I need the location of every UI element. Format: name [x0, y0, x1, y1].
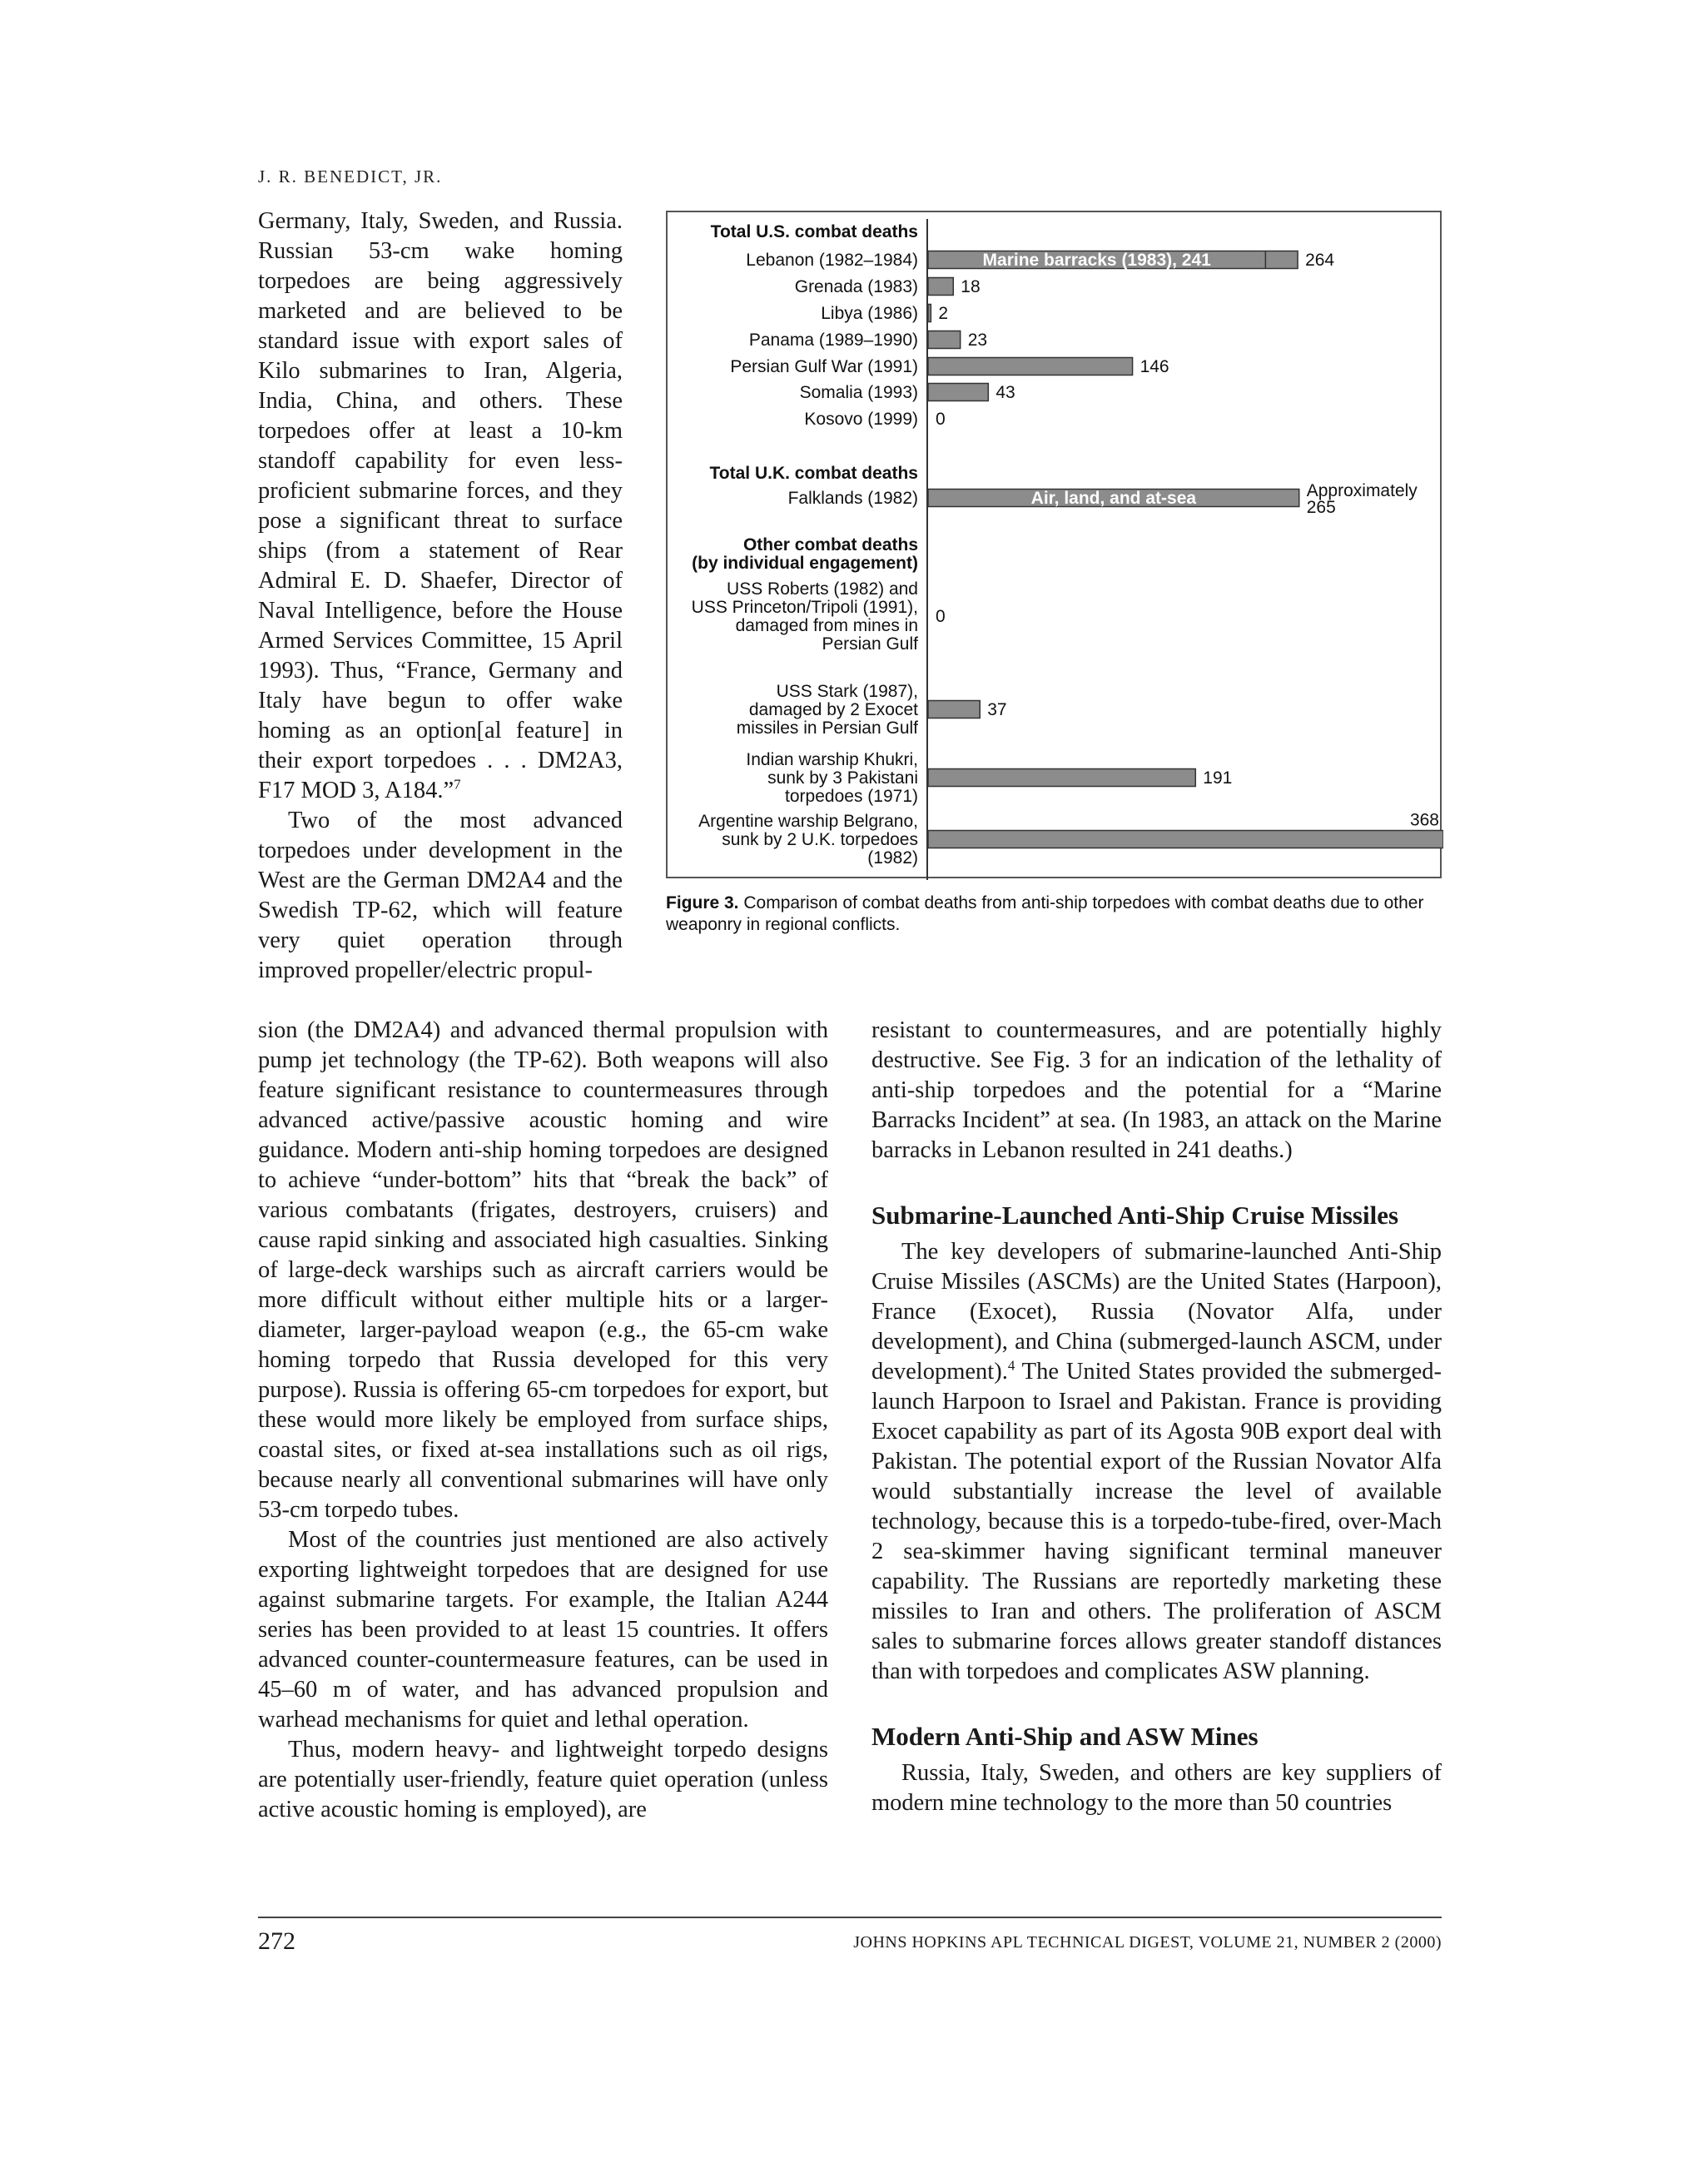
category-label: sunk by 3 Pakistani — [767, 768, 918, 788]
category-label: Grenada (1983) — [794, 277, 918, 296]
value-label: 43 — [996, 383, 1015, 402]
group-heading: Total U.S. combat deaths — [710, 222, 918, 241]
category-label: USS Princeton/Tripoli (1991), — [691, 598, 918, 617]
group-heading: (by individual engagement) — [692, 554, 918, 573]
category-label: Panama (1989–1990) — [748, 331, 918, 350]
paragraph: The key developers of submarine-launched Anti-Ship Cruise Missiles (ASCMs) are the United States (Harpoon), France (Exocet), Russia (Novator Alfa, under development), and China (submerged-launch ASCM, under development).$^4$ The United States provided the submerged-launch Harpoon to Israel and Pakistan. France is providing Exocet capability as part of its Agosta 90B export deal with Pakistan. The potential export of the Russian Novator Alfa would substantially increase the level of available technology, because this is a torpedo-tube-fired, over-Mach 2 sea-skimmer having significant terminal maneuver capability. The Russians are reportedly marketing these missiles to Iran and others. The proliferation of ASCM sales to submarine forces allows greater standoff distances than with torpedoes and complicates ASW planning. — [871, 1239, 1442, 1684]
group-heading: Other combat deaths — [742, 535, 918, 554]
value-label: 18 — [961, 277, 981, 296]
bar — [928, 384, 988, 401]
category-label: Lebanon (1982–1984) — [746, 251, 918, 270]
bar — [928, 769, 1195, 787]
section-heading: Modern Anti-Ship and ASW Mines — [871, 1722, 1259, 1751]
category-label: missiles in Persian Gulf — [736, 719, 918, 738]
paragraph: Two of the most advanced torpedoes under development in the West are the German DM2A4 and the Swedish TP-62, which will feature very quiet operation through improved propeller/electric propul- — [258, 808, 623, 983]
value-label: 191 — [1203, 768, 1233, 788]
bar — [928, 701, 980, 719]
value-label: 264 — [1305, 251, 1335, 270]
bar — [928, 305, 931, 322]
running-head: J. R. BENEDICT, JR. — [258, 167, 443, 186]
left-wide-column — [258, 1016, 828, 1825]
footnote-ref: 4 — [1007, 1357, 1015, 1374]
caption-text: Comparison of combat deaths from anti-ship torpedoes with combat deaths due to other weaponry in regional conflicts. — [666, 893, 1424, 934]
value-label: 0 — [936, 607, 946, 626]
bar — [928, 358, 1133, 375]
category-label: sunk by 2 U.K. torpedoes — [722, 830, 918, 849]
paragraph: Most of the countries just mentioned are also actively exporting lightweight torpedoes that are designed for use against submarine targets. For example, the Italian A244 series has been provided to at least 15 countries. It offers advanced counter-countermeasure features, can be used in 45–60 m of water, and has advanced propulsion and warhead mechanisms for quiet and lethal operation. — [258, 1527, 828, 1733]
category-label: Persian Gulf War (1991) — [730, 357, 918, 376]
bar — [928, 831, 1443, 848]
category-label: Somalia (1993) — [799, 383, 918, 402]
left-narrow-column — [258, 206, 623, 986]
value-label: 265 — [1306, 498, 1336, 517]
value-label: 2 — [938, 304, 949, 323]
footnote-ref: 7 — [454, 776, 461, 793]
paragraph: Germany, Italy, Sweden, and Russia. Russian 53-cm wake homing torpedoes are being aggressively marketed and are believed to be standard issue with export sales of Kilo submarines to Iran, Algeria, India, China, and others. These torpedoes offer at least a 10-km standoff capability for even less-proficient submarine forces, and they pose a significant threat to surface ships (from a statement of Rear Admiral E. D. Shaefer, Director of Naval Intelligence, before the House Armed Services Committee, 15 April 1993). Thus, “France, Germany and Italy have begun to offer wake homing as an option[al feature] in their export torpedoes . . . DM2A3, F17 MOD 3, A184.”$^7$ — [258, 208, 623, 803]
paragraph: Russia, Italy, Sweden, and others are key suppliers of modern mine technology to the more than 50 countries — [871, 1760, 1442, 1816]
value-label: Approximately — [1306, 481, 1418, 500]
section-heading: Submarine-Launched Anti-Ship Cruise Missiles — [871, 1201, 1399, 1230]
bar — [928, 331, 961, 349]
paragraph: Thus, modern heavy- and lightweight torpedo designs are potentially user-friendly, feature quiet operation (unless active acoustic homing is employed), are — [258, 1737, 828, 1822]
category-label: Argentine warship Belgrano, — [698, 812, 918, 831]
segment-label: Marine barracks (1983), 241 — [982, 251, 1211, 270]
figure-3-chart — [666, 211, 1442, 878]
bar-chart — [668, 212, 1443, 880]
category-label: (1982) — [867, 848, 918, 868]
bar — [928, 278, 953, 296]
category-label: damaged by 2 Exocet — [748, 700, 918, 719]
footer-rule — [258, 1917, 1442, 1918]
paragraph: resistant to countermeasures, and are potentially highly destructive. See Fig. 3 for an indication of the lethality of anti-ship torpedoes and the potential for a “Marine Barracks Incident” at sea. (In 1983, an attack on the Marine barracks in Lebanon resulted in 241 deaths.) — [871, 1017, 1442, 1163]
category-label: Persian Gulf — [822, 634, 918, 654]
category-label: Kosovo (1999) — [804, 410, 918, 429]
right-column — [871, 1016, 1442, 1818]
figure-caption — [666, 893, 1442, 936]
bar-inner-label: Air, land, and at-sea — [1030, 489, 1197, 508]
category-label: Indian warship Khukri, — [746, 750, 918, 769]
category-label: Falklands (1982) — [787, 489, 918, 508]
category-label: torpedoes (1971) — [785, 787, 918, 806]
journal-name: JOHNS HOPKINS APL TECHNICAL DIGEST, VOLUME 21, NUMBER 2 (2000) — [853, 1933, 1442, 1952]
value-label: 0 — [936, 410, 946, 429]
category-label: Libya (1986) — [821, 304, 918, 323]
value-label: 37 — [987, 700, 1007, 719]
group-heading: Total U.K. combat deaths — [709, 464, 918, 483]
value-label: 146 — [1139, 357, 1169, 376]
caption-label: Figure 3. — [666, 893, 739, 912]
value-label: 368 — [1409, 810, 1439, 830]
category-label: USS Stark (1987), — [776, 682, 918, 701]
category-label: USS Roberts (1982) and — [727, 579, 918, 599]
page-number: 272 — [258, 1927, 295, 1955]
value-label: 23 — [967, 331, 988, 350]
paragraph: sion (the DM2A4) and advanced thermal propulsion with pump jet technology (the TP-62). Both weapons will also feature significant resistance to countermeasures through advanced active/passive acoustic homing and wire guidance. Modern anti-ship homing torpedoes are designed to achieve “under-bottom” hits that “break the back” of various combatants (frigates, destroyers, cruisers) and cause rapid sinking and associated high casualties. Sinking of large-deck warships such as aircraft carriers would be more difficult without either multiple hits or a larger-diameter, larger-payload weapon (e.g., the 65-cm wake homing torpedo that Russia developed for this very purpose). Russia is offering 65-cm torpedoes for export, but these would more likely be employed from surface ships, coastal sites, or fixed at-sea installations such as oil rigs, because nearly all conventional submarines will have only 53-cm torpedo tubes. — [258, 1017, 828, 1523]
category-label: damaged from mines in — [735, 616, 918, 635]
